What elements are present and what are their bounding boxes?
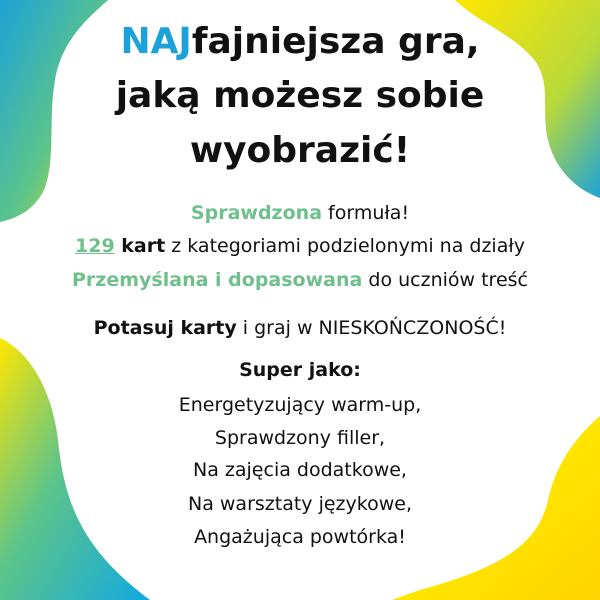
headline-accent: NAJ [120, 21, 192, 62]
feature-highlight-przemyslana: Przemyślana [72, 269, 209, 291]
feature-highlight-dopasowana: dopasowana [228, 269, 363, 291]
feature-line-1 [0, 199, 600, 227]
shuffle-line [0, 314, 600, 342]
feature-line-3 [0, 266, 600, 294]
shuffle-rest: i graj w NIESKOŃCZONOŚĆ! [236, 317, 507, 339]
cards-word: kart [114, 235, 166, 257]
feature-connector: i [208, 269, 229, 291]
headline-line-2: jaką możesz sobie [115, 75, 485, 116]
use-item: Na zajęcia dodatkowe, [193, 459, 407, 481]
headline-line-1-rest: fajniejsza gra, [191, 21, 480, 62]
shuffle-bold: Potasuj karty [93, 317, 237, 339]
feature-line-1-rest: formuła! [322, 202, 410, 224]
card-count: 129 [75, 235, 115, 257]
headline-line-3: wyobrazić! [189, 130, 411, 171]
use-item: Energetyzujący warm-up, [178, 394, 422, 416]
feature-highlight-sprawdzona: Sprawdzona [190, 202, 323, 224]
use-item: Angażująca powtórka! [194, 526, 406, 548]
uses-heading: Super jako: [239, 359, 361, 381]
feature-line-2-rest: z kategoriami podzielonymi na działy [165, 235, 525, 257]
use-item: Na warsztaty językowe, [188, 493, 412, 515]
feature-line-3-rest: do uczniów treść [362, 269, 528, 291]
headline-line-1 [0, 15, 600, 69]
use-item: Sprawdzony filler, [214, 427, 386, 449]
feature-line-2 [0, 232, 600, 260]
